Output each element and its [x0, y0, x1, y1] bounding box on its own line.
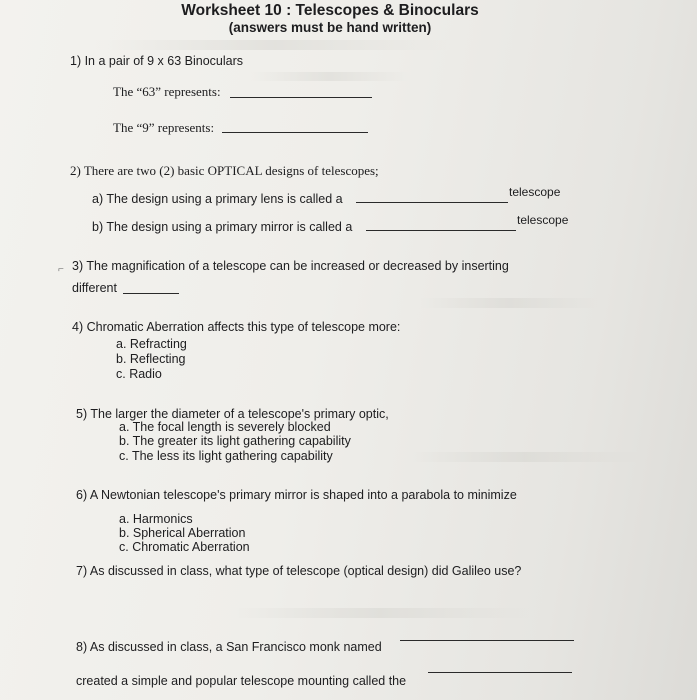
bleed-through-2: [250, 72, 410, 81]
q2-a-suffix: telescope: [509, 185, 561, 199]
q8-line2: created a simple and popular telescope mounting called the: [76, 674, 407, 688]
q4-prompt: 4) Chromatic Aberration affects this type of telescope more:: [72, 320, 401, 334]
q2-prompt: 2) There are two (2) basic OPTICAL designs of telescopes;: [70, 163, 379, 178]
q5-option-a[interactable]: a. The focal length is severely blocked: [119, 420, 331, 434]
q3-line1: 3) The magnification of a telescope can be increased or decreased by inserting: [72, 259, 509, 273]
q1-sub-b: The “9” represents:: [113, 120, 215, 135]
q4-option-b[interactable]: b. Reflecting: [116, 352, 186, 366]
q1-sub-a: The “63” represents:: [113, 84, 221, 99]
q3-answer-line[interactable]: [123, 293, 179, 294]
q1-answer-line-a[interactable]: [230, 97, 372, 98]
bleed-through-5: [230, 608, 530, 618]
q5-option-b[interactable]: b. The greater its light gathering capability: [119, 434, 351, 448]
q2-b-label: b) The design using a primary mirror is called a: [92, 220, 353, 234]
q2-answer-line-b[interactable]: [366, 230, 516, 231]
q6-prompt: 6) A Newtonian telescope's primary mirror is shaped into a parabola to minimize: [76, 488, 517, 502]
q8-answer-line-monk[interactable]: [400, 640, 574, 641]
q2-answer-line-a[interactable]: [356, 202, 508, 203]
q4-option-a[interactable]: a. Refracting: [116, 337, 187, 351]
q2-a-label: a) The design using a primary lens is called a: [92, 192, 343, 206]
q6-option-c[interactable]: c. Chromatic Aberration: [119, 540, 250, 554]
q7-prompt: 7) As discussed in class, what type of telescope (optical design) did Galileo use?: [76, 564, 522, 578]
q4-option-c[interactable]: c. Radio: [116, 367, 162, 381]
bleed-through-3: [420, 298, 600, 308]
q3-line2: different: [72, 281, 117, 295]
q1-prompt: 1) In a pair of 9 x 63 Binoculars: [70, 54, 244, 68]
q5-prompt: 5) The larger the diameter of a telescope's primary optic,: [76, 407, 389, 421]
bleed-through-4: [410, 452, 640, 462]
q2-b-suffix: telescope: [517, 213, 569, 227]
q8-answer-line-mounting[interactable]: [428, 672, 572, 673]
q5-option-c[interactable]: c. The less its light gathering capability: [119, 449, 333, 463]
q1-answer-line-b[interactable]: [222, 132, 368, 133]
worksheet-subtitle: (answers must be hand written): [228, 20, 432, 35]
q6-option-a[interactable]: a. Harmonics: [119, 512, 193, 526]
q6-option-b[interactable]: b. Spherical Aberration: [119, 526, 246, 540]
worksheet-title: Worksheet 10 : Telescopes & Binoculars: [181, 2, 479, 19]
q8-line1: 8) As discussed in class, a San Francisco monk named: [76, 640, 382, 654]
margin-tick-mark: ⌐: [58, 264, 64, 275]
bleed-through-1: [95, 40, 455, 50]
